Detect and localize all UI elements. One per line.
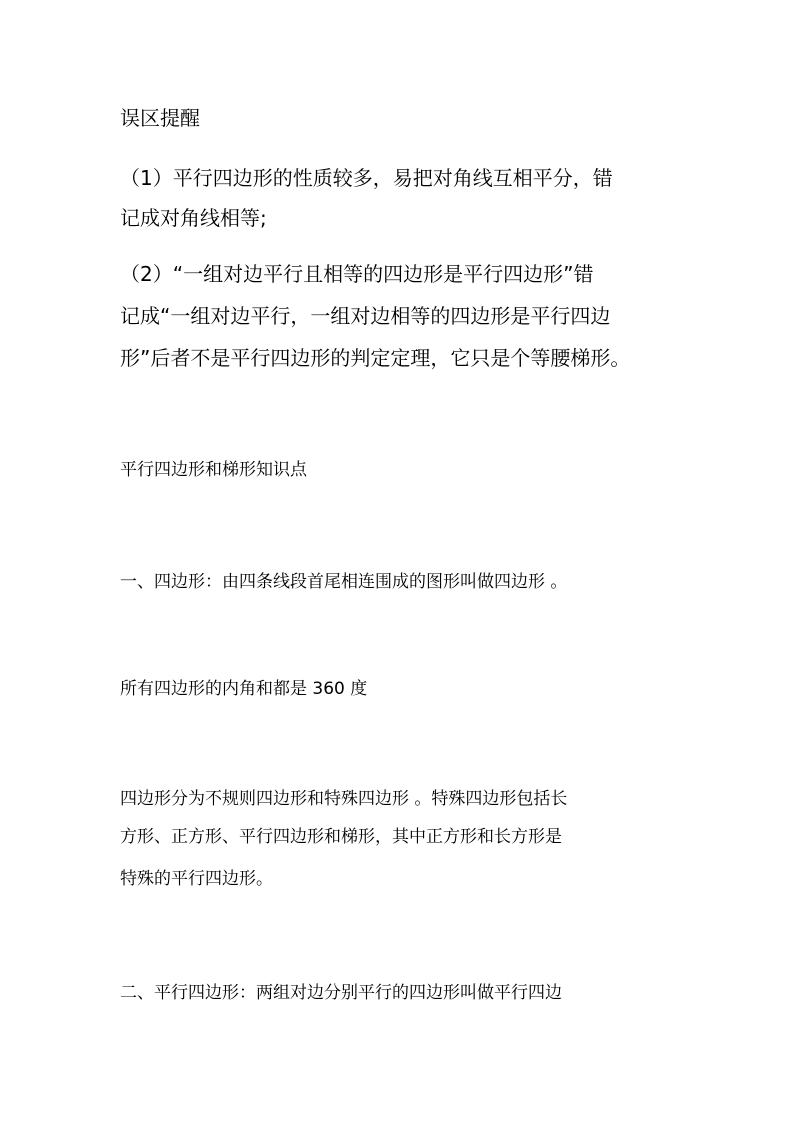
section-title: 平行四边形和梯形知识点 [120, 460, 307, 480]
para2-line2: 记成“一组对边平行，一组对边相等的四边形是平行四边 [120, 304, 611, 328]
item2-parallelogram-definition: 二、平行四边形：两组对边分别平行的四边形叫做平行四边 [120, 983, 562, 1003]
item1-quadrilateral-definition: 一、四边形：由四条线段首尾相连围成的图形叫做四边形 。 [120, 572, 568, 592]
para1-line2: 记成对角线相等; [120, 206, 267, 230]
para2-line1: （2）“一组对边平行且相等的四边形是平行四边形”错 [120, 262, 594, 286]
angle-sum-statement: 所有四边形的内角和都是 360 度 [120, 679, 368, 699]
para3-line3: 特殊的平行四边形。 [120, 869, 273, 889]
para3-line2: 方形、正方形、平行四边形和梯形，其中正方形和长方形是 [120, 827, 562, 847]
heading-error-reminder: 误区提醒 [120, 106, 200, 130]
para1-line1: （1）平行四边形的性质较多，易把对角线互相平分，错 [120, 166, 613, 190]
para3-line1: 四边形分为不规则四边形和特殊四边形 。特殊四边形包括长 [120, 789, 568, 809]
para2-line3: 形”后者不是平行四边形的判定定理，它只是个等腰梯形。 [120, 346, 631, 370]
